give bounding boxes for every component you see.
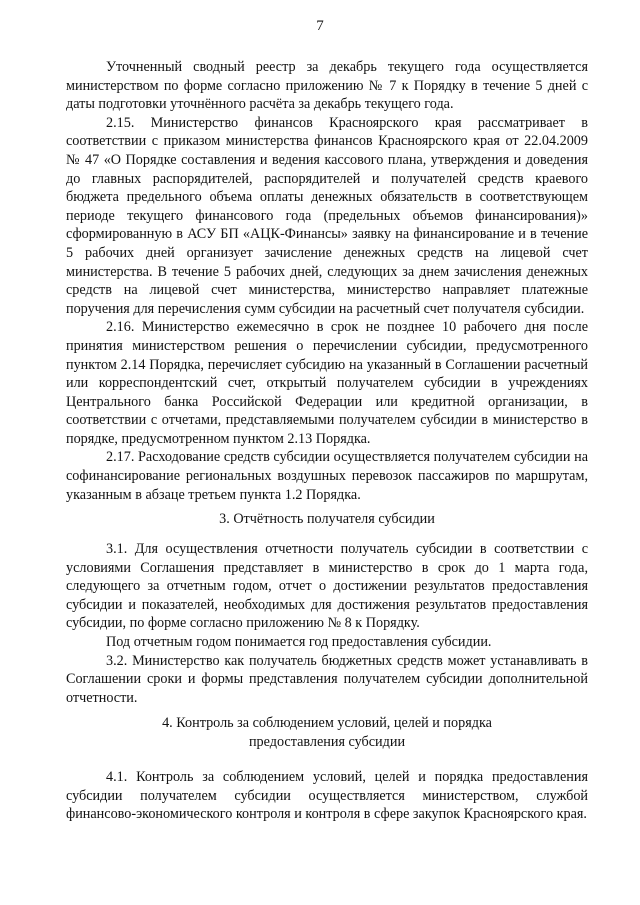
- section-3-body: [66, 540, 588, 707]
- paragraph-2-17: 2.17. Расходование средств субсидии осуществляется получателем субсидии на софинансирование региональных воздушных перевозок пассажиров по маршрутам, указанным в абзаце третьем пункта 1.2 Порядка.: [66, 449, 588, 503]
- section-4-heading: [66, 714, 588, 751]
- paragraph-3-2: 3.2. Министерство как получатель бюджетных средств может устанавливать в Соглашении сроки и формы представления получателем субсидии дополнительной отчетности.: [66, 652, 588, 706]
- section-4-heading-line-2: предоставления субсидии: [248, 733, 406, 750]
- paragraph-4-1: 4.1. Контроль за соблюдением условий, целей и порядка предоставления субсидии получателем субсидии осуществляется министерством, службой финансово-экономического контроля и контроля в сфере закупок Красноярского края.: [66, 769, 588, 823]
- paragraph-3-1: 3.1. Для осуществления отчетности получатель субсидии в соответствии с условиями Соглашения представляет в министерство в срок до 1 марта года, следующего за отчетным годом, отчет о достижении результатов предоставления субсидии и показателей, необходимых для достижения результатов предоставления субсидии, по форме согласно приложению № 8 к Порядку.: [66, 541, 588, 632]
- paragraph: Уточненный сводный реестр за декабрь текущего года осуществляется министерством по форме согласно приложению № 7 к Порядку в течение 5 дней с даты подготовки уточнённого расчёта за декабрь текущего года.: [66, 59, 588, 113]
- section-3-heading: 3. Отчётность получателя субсидии: [219, 511, 435, 527]
- page-number: 7: [316, 18, 324, 34]
- paragraph: Под отчетным годом понимается год предоставления субсидии.: [106, 633, 492, 650]
- section-4-heading-line-1: 4. Контроль за соблюдением условий, целей и порядка: [162, 715, 492, 731]
- section-4-body: [66, 768, 588, 824]
- paragraph-2-15: 2.15. Министерство финансов Красноярского края рассматривает в соответствии с приказом министерства финансов Красноярского края от 22.04.2009 № 47 «О Порядке составления и ведения кассового плана, утверждения и доведения до главных распорядителей, распорядителей и получателей средств краевого бюджета предельного объема оплаты денежных обязательств в соответствующем периоде текущего финансового года (предельных объемов финансирования)» сформированную в АСУ БП «АЦК-Финансы» заявку на финансирование и в течение 5 рабочих дней организует зачисление денежных средств на лицевой счет министерства. В течение 5 рабочих дней, следующих за днем зачисления денежных средств на лицевой счет министерства, министерство направляет платежные поручения для перечисления сумм субсидии на расчетный счет получателя субсидии.: [66, 114, 588, 317]
- section-2-continuation: [66, 58, 588, 504]
- paragraph-2-16: 2.16. Министерство ежемесячно в срок не позднее 10 рабочего дня после принятия министерством решения о перечислении субсидии, предусмотренного пунктом 2.14 Порядка, перечисляет субсидию на указанный в Соглашении расчетный или корреспондентский счет, открытый получателем субсидии в учреждениях Центрального банка Российской Федерации или кредитной организации, в соответствии с отчетами, представляемыми получателем субсидии в министерство в порядке, предусмотренном пунктом 2.13 Порядка.: [66, 319, 588, 447]
